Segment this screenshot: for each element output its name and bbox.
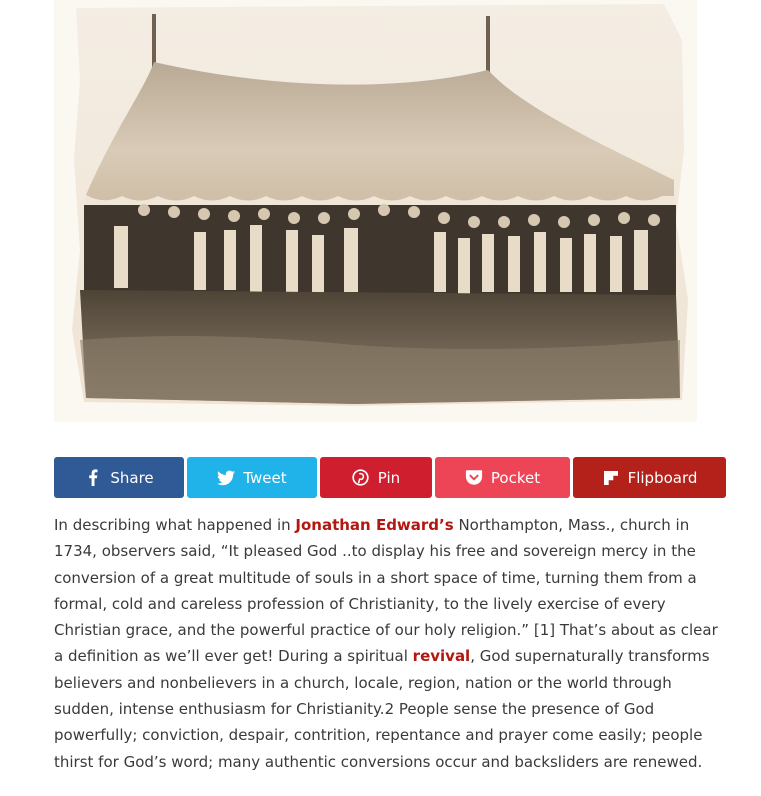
twitter-icon: [217, 469, 235, 487]
article-text-2: Northampton, Mass., church in 1734, observers said, “It pleased God ..to display his free and sovereign mercy in the conversion of a great multitude of souls in a short space of time, turning them from a formal, cold and careless profession of Christianity, to the lively exercise of every Christian grace, and the powerful practice of our holy religion.” [1] That’s about as clear a definition as we’ll ever get! During a spiritual: [54, 516, 718, 666]
flipboard-icon: [602, 469, 620, 487]
article-paragraph: [54, 512, 722, 775]
revival-link[interactable]: revival: [412, 647, 471, 666]
article-text-1: In describing what happened in: [54, 516, 296, 534]
jonathan-edwards-link[interactable]: Jonathan Edward’s: [295, 516, 454, 534]
pinterest-share-button[interactable]: [320, 457, 432, 498]
pocket-share-label: Pocket: [490, 468, 541, 487]
pocket-share-button[interactable]: [435, 457, 570, 498]
twitter-share-button[interactable]: [187, 457, 317, 498]
tent-revival-photo: [54, 0, 697, 422]
pocket-icon: [465, 469, 483, 487]
article-text-3: , God supernaturally transforms believers and nonbelievers in a church, locale, region, nation or the world through sudden, intense enthusiasm for Christianity.2 People sense the presence of God powerfully; conviction, despair, contrition, repentance and prayer come easily; people thirst for God’s word; many authentic conversions occur and backsliders are renewed.: [54, 647, 710, 771]
flipboard-share-button[interactable]: [573, 457, 726, 498]
facebook-icon: [84, 469, 102, 487]
flipboard-share-label: Flipboard: [627, 468, 698, 487]
pinterest-icon: [352, 469, 370, 487]
pinterest-share-label: Pin: [377, 468, 401, 487]
twitter-share-label: Tweet: [243, 468, 287, 487]
facebook-share-button[interactable]: [54, 457, 184, 498]
facebook-share-label: Share: [110, 468, 154, 487]
social-share-bar: [54, 457, 726, 498]
